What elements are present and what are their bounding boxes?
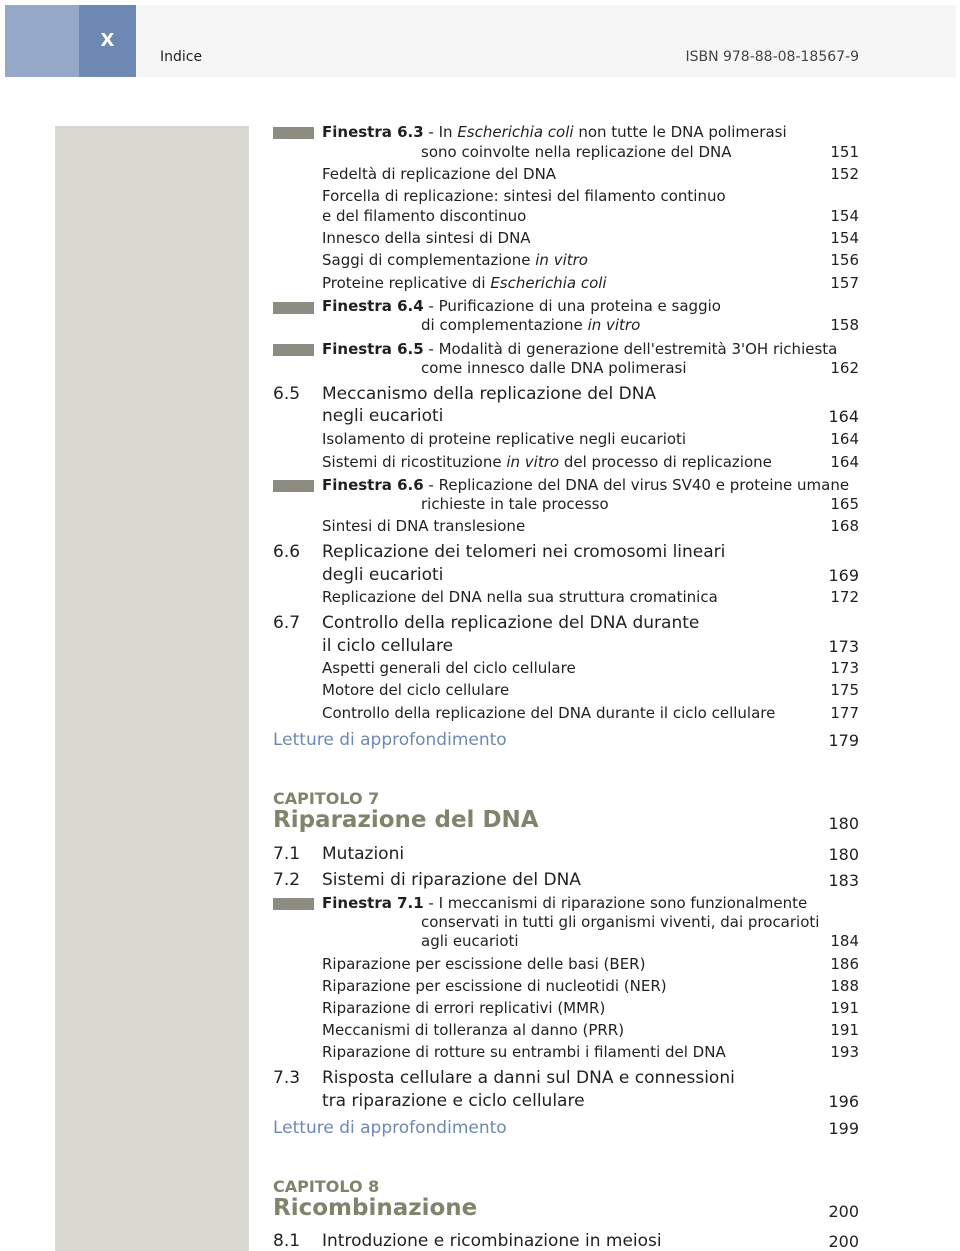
page-number: 164 bbox=[828, 407, 859, 426]
page-number: 164 bbox=[830, 453, 859, 471]
chapter-label: CAPITOLO 8 bbox=[273, 1177, 380, 1196]
header-isbn: ISBN 978-88-08-18567-9 bbox=[685, 49, 859, 65]
page-number: 154 bbox=[830, 207, 859, 225]
section-number: 7.2 bbox=[273, 870, 301, 890]
chapter-label: CAPITOLO 7 bbox=[273, 789, 380, 808]
finestra-6-5-line1: Finestra 6.5 - Modalità di generazione dell'estremità 3'OH richiesta bbox=[322, 340, 838, 358]
page-number: 177 bbox=[830, 704, 859, 722]
section-title[interactable]: Meccanismo della replicazione del DNA bbox=[322, 384, 657, 404]
finestra-marker bbox=[273, 344, 314, 356]
section-title-continued[interactable]: degli eucarioti bbox=[322, 565, 444, 585]
finestra-marker bbox=[273, 480, 314, 492]
page-number: 151 bbox=[830, 143, 859, 161]
page-number: 186 bbox=[830, 955, 859, 973]
page-number: 164 bbox=[830, 430, 859, 448]
toc-entry[interactable]: Riparazione di errori replicativi (MMR) bbox=[322, 999, 606, 1017]
finestra-6-3-line1: Finestra 6.3 - In Escherichia coli non tutte le DNA polimerasi bbox=[322, 123, 787, 141]
page-number: 193 bbox=[830, 1043, 859, 1061]
page-number: 152 bbox=[830, 165, 859, 183]
toc-entry[interactable]: Isolamento di proteine replicative negli eucarioti bbox=[322, 430, 687, 448]
section-number: 7.3 bbox=[273, 1068, 301, 1088]
toc-entry[interactable]: Meccanismi di tolleranza al danno (PRR) bbox=[322, 1021, 625, 1039]
toc-entry[interactable]: Riparazione per escissione delle basi (BER) bbox=[322, 955, 646, 973]
section-title[interactable]: Introduzione e ricombinazione in meiosi bbox=[322, 1231, 662, 1251]
page-number: 183 bbox=[828, 871, 859, 890]
toc-entry[interactable]: Sintesi di DNA translesione bbox=[322, 517, 526, 535]
section-number: 6.7 bbox=[273, 613, 301, 633]
toc-entry[interactable]: Saggi di complementazione in vitro bbox=[322, 251, 588, 269]
finestra-marker bbox=[273, 898, 314, 910]
section-title[interactable]: Controllo della replicazione del DNA durante bbox=[322, 613, 700, 633]
page-number: 165 bbox=[830, 495, 859, 513]
finestra-7-1-line3: agli eucarioti bbox=[421, 932, 519, 950]
letture-link[interactable]: Letture di approfondimento bbox=[273, 730, 507, 750]
toc-entry[interactable]: Sistemi di ricostituzione in vitro del processo di replicazione bbox=[322, 453, 772, 471]
page-number: 180 bbox=[828, 845, 859, 864]
page-number: 162 bbox=[830, 359, 859, 377]
header-title: Indice bbox=[160, 49, 203, 65]
section-number: 7.1 bbox=[273, 844, 301, 864]
page-number: 156 bbox=[830, 251, 859, 269]
toc-entry[interactable]: Proteine replicative di Escherichia coli bbox=[322, 274, 607, 292]
page-number: 179 bbox=[828, 731, 859, 750]
section-title-continued[interactable]: il ciclo cellulare bbox=[322, 636, 454, 656]
header-accent bbox=[5, 5, 79, 77]
section-number: 6.6 bbox=[273, 542, 301, 562]
section-title[interactable]: Mutazioni bbox=[322, 844, 405, 864]
finestra-marker bbox=[273, 302, 314, 314]
toc-entry[interactable]: Fedeltà di replicazione del DNA bbox=[322, 165, 557, 183]
finestra-6-3-line2: sono coinvolte nella replicazione del DNA bbox=[421, 143, 732, 161]
section-number: 8.1 bbox=[273, 1231, 301, 1251]
toc-entry[interactable]: Riparazione di rotture su entrambi i filamenti del DNA bbox=[322, 1043, 726, 1061]
page-number: 172 bbox=[830, 588, 859, 606]
finestra-6-5-line2: come innesco dalle DNA polimerasi bbox=[421, 359, 687, 377]
page-number: 180 bbox=[828, 814, 859, 833]
finestra-6-6-line2: richieste in tale processo bbox=[421, 495, 609, 513]
toc-entry-continued[interactable]: e del filamento discontinuo bbox=[322, 207, 527, 225]
section-title-continued[interactable]: tra riparazione e ciclo cellulare bbox=[322, 1091, 585, 1111]
chapter-title[interactable]: Riparazione del DNA bbox=[273, 807, 539, 833]
page-number: 173 bbox=[830, 659, 859, 677]
sidebar-band bbox=[55, 126, 249, 1251]
section-title[interactable]: Risposta cellulare a danni sul DNA e connessioni bbox=[322, 1068, 735, 1088]
finestra-6-6-line1: Finestra 6.6 - Replicazione del DNA del virus SV40 e proteine umane bbox=[322, 476, 850, 494]
page-number: 199 bbox=[828, 1119, 859, 1138]
toc-entry[interactable]: Riparazione per escissione di nucleotidi (NER) bbox=[322, 977, 667, 995]
page-number: 200 bbox=[828, 1202, 859, 1221]
section-title[interactable]: Sistemi di riparazione del DNA bbox=[322, 870, 581, 890]
section-number: 6.5 bbox=[273, 384, 301, 404]
page-number: 173 bbox=[828, 637, 859, 656]
header-strip bbox=[5, 5, 956, 77]
page-number: 158 bbox=[830, 316, 859, 334]
finestra-6-4-line1: Finestra 6.4 - Purificazione di una proteina e saggio bbox=[322, 297, 721, 315]
toc-entry[interactable]: Replicazione del DNA nella sua struttura cromatinica bbox=[322, 588, 718, 606]
page-number: 175 bbox=[830, 681, 859, 699]
finestra-marker bbox=[273, 127, 314, 139]
toc-entry[interactable]: Motore del ciclo cellulare bbox=[322, 681, 510, 699]
page-number: 196 bbox=[828, 1092, 859, 1111]
header-page-tab: X bbox=[79, 5, 136, 77]
page-number: 168 bbox=[830, 517, 859, 535]
toc-entry[interactable]: Innesco della sintesi di DNA bbox=[322, 229, 531, 247]
letture-link[interactable]: Letture di approfondimento bbox=[273, 1118, 507, 1138]
finestra-6-4-line2: di complementazione in vitro bbox=[421, 316, 641, 334]
section-title-continued[interactable]: negli eucarioti bbox=[322, 406, 444, 426]
toc-entry[interactable]: Forcella di replicazione: sintesi del filamento continuo bbox=[322, 187, 726, 205]
finestra-7-1-line2: conservati in tutti gli organismi viventi, dai procarioti bbox=[421, 913, 820, 931]
toc-entry[interactable]: Aspetti generali del ciclo cellulare bbox=[322, 659, 576, 677]
toc-entry[interactable]: Controllo della replicazione del DNA durante il ciclo cellulare bbox=[322, 704, 776, 722]
chapter-title[interactable]: Ricombinazione bbox=[273, 1195, 478, 1221]
page-number: 157 bbox=[830, 274, 859, 292]
page-number: 191 bbox=[830, 999, 859, 1017]
finestra-7-1-line1: Finestra 7.1 - I meccanismi di riparazione sono funzionalmente bbox=[322, 894, 808, 912]
page-number: 154 bbox=[830, 229, 859, 247]
section-title[interactable]: Replicazione dei telomeri nei cromosomi lineari bbox=[322, 542, 726, 562]
page-number: 169 bbox=[828, 566, 859, 585]
page-number: 200 bbox=[828, 1232, 859, 1251]
page-number: 184 bbox=[830, 932, 859, 950]
page-number: 188 bbox=[830, 977, 859, 995]
page-number: 191 bbox=[830, 1021, 859, 1039]
